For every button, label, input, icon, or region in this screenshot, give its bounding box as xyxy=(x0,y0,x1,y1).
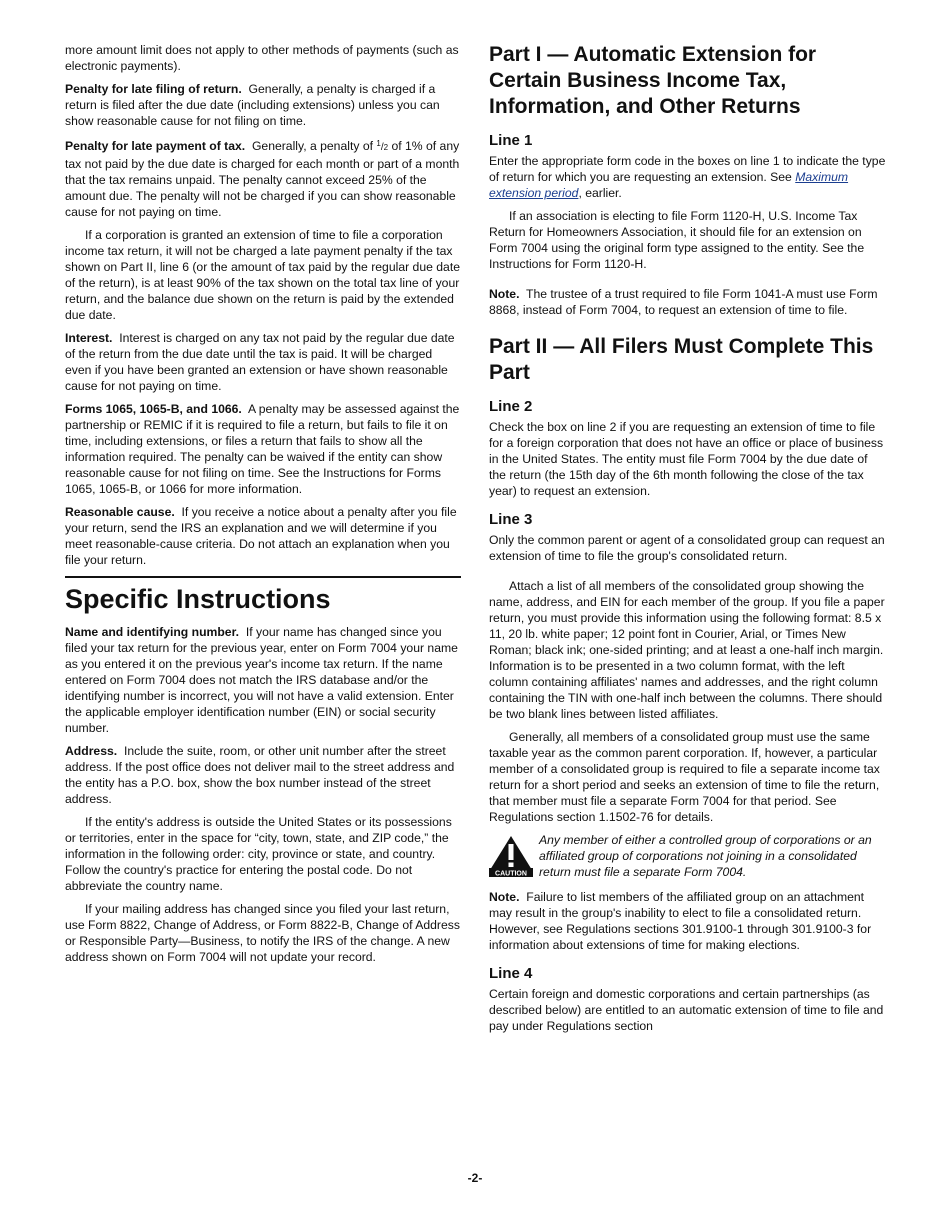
note-2-title: Note. xyxy=(489,890,520,904)
paragraph-address xyxy=(65,743,461,807)
forms-1065-title: Forms 1065, 1065-B, and 1066. xyxy=(65,402,242,416)
right-column xyxy=(489,42,887,1041)
part-2-heading: Part II — All Filers Must Complete This Part xyxy=(489,335,874,384)
paragraph-line-3-taxable-year: Generally, all members of a consolidated group must use the same taxable year as the common parent corporation. If, however, a particular member of a consolidated group is required to file a separate income tax return for a short period and seeks an extension of time to file the return, that member must file a separate Form 7004 for that period. See Regulations section 1.1502-76 for details. xyxy=(489,730,880,824)
name-identifying-title: Name and identifying number. xyxy=(65,625,240,639)
late-filing-text: Generally, a penalty is charged if a return is filed after the due date (including extensions) unless you can show reasonable cause for not filing on time. xyxy=(65,82,440,128)
paragraph-name-identifying xyxy=(65,624,461,736)
paragraph-line-3-list: Attach a list of all members of the consolidated group showing the name, address, and EIN for each member of the group. If you file a paper return, you must provide this information using the following format: 8.5 x 11, 20 lb. white paper; 12 point font in Courier, Arial, or Times New Roman; black ink; one-sided printing; and at least a one-half inch margin. Information is to be presented in a two column format, with the left column containing affiliates' names and addresses, and the right column containing the TIN with one-half inch between the columns. There should be two blank lines between listed affiliates. xyxy=(489,579,885,721)
forms-1065-text: A penalty may be assessed against the partnership or REMIC if it is required to file a return, but fails to file it on time, including extensions, or files a return that fails to show all the information required. The penalty can be waived if the entity can show reasonable cause for not filing on time. See the Instructions for Forms 1065, 1065-B, or 1066 for more information. xyxy=(65,402,460,496)
name-identifying-text: If your name has changed since you filed your tax return for the previous year, enter on Form 7004 your name as you entered it on the previous year's income tax return. If the name entered on Form 7004 does not match the IRS database and/or the identifying number is incorrect, you will not have a valid extension. Enter the applicable employer identification number (EIN) or social security number. xyxy=(65,625,458,735)
address-title: Address. xyxy=(65,744,118,758)
line-1-text-a: Enter the appropriate form code in the boxes on line 1 to indicate the type of return for which you are requesting an extension. See xyxy=(489,154,886,184)
line-4-heading: Line 4 xyxy=(489,965,533,982)
note-1-text: The trustee of a trust required to file Form 1041-A must use Form 8868, instead of Form 7004, to request an extension of time to file. xyxy=(489,287,878,317)
interest-text: Interest is charged on any tax not paid by the regular due date of the return from the due date until the tax is paid. It will be charged even if you have been granted an extension or have shown reasonable cause for not paying on time. xyxy=(65,331,455,393)
caution-label: CAUTION xyxy=(495,870,527,877)
paragraph-forms-1065 xyxy=(65,401,461,497)
paragraph-line-1 xyxy=(489,153,887,201)
paragraph-interest xyxy=(65,330,461,394)
fraction-numerator: 1 xyxy=(376,139,381,148)
note-2-text: Failure to list members of the affiliated group on an attachment may result in the group's inability to elect to file a consolidated return. However, see Regulations sections 301.9100-1 through 301.9100-3 for information about extensions of time for making elections. xyxy=(489,890,872,952)
paragraph-late-filing xyxy=(65,81,461,129)
late-payment-text-b: of 1% of any tax not paid by the due date is charged for each month or part of a month that the tax remains unpaid. The penalty cannot exceed 25% of the amount due. The penalty will not be charged if you can show reasonable cause for not paying on time. xyxy=(65,139,460,219)
paragraph-line-1-association: If an association is electing to file Form 1120-H, U.S. Income Tax Return for Homeowners Association, it should file for an extension on Form 7004 using the original form type assigned to the entity. See the Instructions for Form 1120-H. xyxy=(489,209,865,271)
section-divider xyxy=(65,576,461,578)
fraction-denominator: 2 xyxy=(383,143,389,152)
line-3-heading: Line 3 xyxy=(489,511,533,528)
paragraph-line-4: Certain foreign and domestic corporations and certain partnerships (as described below) are entitled to an automatic extension of time to file and pay under Regulations section xyxy=(489,987,884,1033)
late-payment-text-a: Generally, a penalty of xyxy=(251,139,377,153)
specific-instructions-heading: Specific Instructions xyxy=(65,584,331,614)
paragraph-note-affiliated xyxy=(489,889,887,953)
paragraph-line-3: Only the common parent or agent of a consolidated group can request an extension of time to file the group's consolidated return. xyxy=(489,533,885,563)
paragraph-extension-penalty: If a corporation is granted an extension of time to file a corporation income tax return, it will not be charged a late payment penalty if the tax shown on Part II, line 6 (or the amount of tax paid by the regular due date of the return), is at least 90% of the tax shown on the total tax line of your return, and the balance due shown on the return is paid by the extended due date. xyxy=(65,228,460,322)
paragraph-late-payment xyxy=(65,136,461,220)
interest-title: Interest. xyxy=(65,331,113,345)
paragraph-line-2: Check the box on line 2 if you are requesting an extension of time to file for a foreign corporation that does not have an office or place of business in the United States. The entity must file Form 7004 by the due date of the return (the 15th day of the 6th month following the close of the tax year) to request an extension. xyxy=(489,420,884,498)
address-text: Include the suite, room, or other unit number after the street address. If the post office does not deliver mail to the street address and the entity has a P.O. box, show the box number instead of the street address. xyxy=(65,744,455,806)
page-number: -2- xyxy=(467,1171,483,1185)
paragraph-note-trust xyxy=(489,286,887,318)
paragraph-reasonable-cause xyxy=(65,504,461,568)
caution-box xyxy=(489,832,887,880)
line-1-text-b: , earlier. xyxy=(578,186,622,200)
fraction-slash: / xyxy=(380,142,384,153)
reasonable-cause-text: If you receive a notice about a penalty after you file your return, send the IRS an explanation and we will determine if you meet reasonable-cause criteria. Do not attach an explanation when you file your return. xyxy=(65,505,457,567)
maximum-extension-period-link[interactable]: Maximum extension period xyxy=(489,170,849,200)
late-payment-title: Penalty for late payment of tax. xyxy=(65,139,246,153)
note-1-title: Note. xyxy=(489,287,520,301)
line-1-heading: Line 1 xyxy=(489,132,533,149)
left-column xyxy=(65,42,461,972)
paragraph-payment-limit: more amount limit does not apply to other methods of payments (such as electronic payments). xyxy=(65,43,459,73)
paragraph-foreign-address: If the entity's address is outside the United States or its possessions or territories, enter in the space for “city, town, state, and ZIP code,” the information in the following order: city, province or state, and country. Follow the country's practice for entering the postal code. Do not abbreviate the country name. xyxy=(65,815,452,893)
reasonable-cause-title: Reasonable cause. xyxy=(65,505,175,519)
caution-icon xyxy=(489,835,533,877)
line-2-heading: Line 2 xyxy=(489,398,533,415)
paragraph-mailing-address: If your mailing address has changed since you filed your last return, use Form 8822, Change of Address, or Form 8822-B, Change of Address or Responsible Party—Business, to notify the IRS of the change. A new address shown on Form 7004 will not update your record. xyxy=(65,902,460,964)
late-filing-title: Penalty for late filing of return. xyxy=(65,82,242,96)
part-1-heading: Part I — Automatic Extension for Certain Business Income Tax, Information, and Other Returns xyxy=(489,43,817,118)
caution-text: Any member of either a controlled group of corporations or an affiliated group of corporations not joining in a consolidated return must file a separate Form 7004. xyxy=(539,833,872,879)
